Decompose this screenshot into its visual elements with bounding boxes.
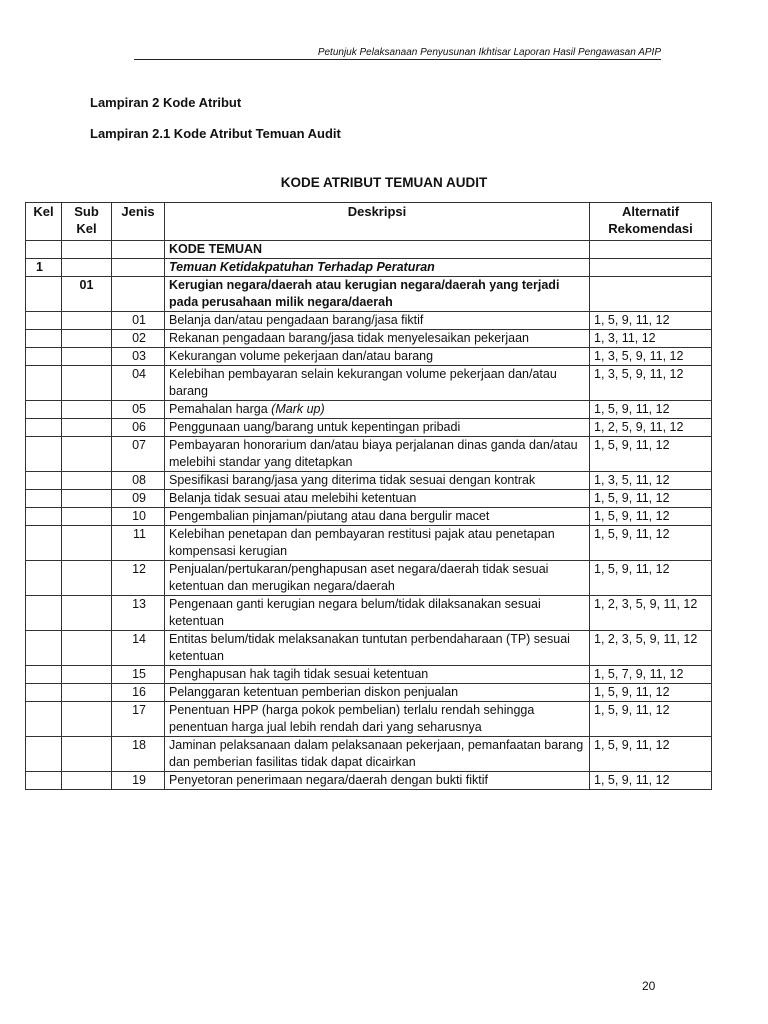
kel-cell — [26, 508, 62, 526]
lampiran-heading: Lampiran 2 Kode Atribut — [90, 95, 242, 110]
subkel-cell — [62, 666, 112, 684]
jenis-code: 11 — [112, 526, 165, 561]
row-description-text: Penggunaan uang/barang untuk kepentingan pribadi — [169, 420, 461, 434]
row-description — [165, 330, 590, 348]
row-description — [165, 772, 590, 790]
jenis-code: 16 — [112, 684, 165, 702]
rekomendasi-cell: 1, 3, 11, 12 — [590, 330, 712, 348]
subkel-cell — [62, 490, 112, 508]
row-description-text: Belanja tidak sesuai atau melebihi ketentuan — [169, 491, 417, 505]
jenis-code: 07 — [112, 437, 165, 472]
rekomendasi-cell: 1, 5, 9, 11, 12 — [590, 437, 712, 472]
table-row — [26, 312, 712, 330]
table-row — [26, 772, 712, 790]
jenis-code: 02 — [112, 330, 165, 348]
row-description — [165, 348, 590, 366]
row-description-text: Belanja dan/atau pengadaan barang/jasa fiktif — [169, 313, 424, 327]
jenis-code: 19 — [112, 772, 165, 790]
jenis-code: 04 — [112, 366, 165, 401]
row-description — [165, 702, 590, 737]
table-row — [26, 508, 712, 526]
kel-cell — [26, 526, 62, 561]
jenis-code: 09 — [112, 490, 165, 508]
kel-cell — [26, 684, 62, 702]
row-description-text: Pengembalian pinjaman/piutang atau dana bergulir macet — [169, 509, 490, 523]
table-row — [26, 366, 712, 401]
table-row — [26, 437, 712, 472]
row-description — [165, 631, 590, 666]
kel-code: 1 — [26, 259, 62, 277]
rekomendasi-cell: 1, 5, 9, 11, 12 — [590, 508, 712, 526]
row-description — [165, 437, 590, 472]
kode-atribut-table — [25, 202, 712, 790]
kel-cell — [26, 631, 62, 666]
row-description-text: Pengenaan ganti kerugian negara belum/tidak dilaksanakan sesuai ketentuan — [169, 597, 541, 628]
kel-cell — [26, 561, 62, 596]
table-row — [26, 737, 712, 772]
rekomendasi-cell: 1, 5, 9, 11, 12 — [590, 526, 712, 561]
rekomendasi-cell: 1, 3, 5, 9, 11, 12 — [590, 348, 712, 366]
rekomendasi-cell: 1, 2, 3, 5, 9, 11, 12 — [590, 596, 712, 631]
subkel-cell — [62, 702, 112, 737]
jenis-code: 06 — [112, 419, 165, 437]
subkel-cell — [62, 312, 112, 330]
subkel-row — [26, 277, 712, 312]
jenis-code: 12 — [112, 561, 165, 596]
table-row — [26, 401, 712, 419]
row-description — [165, 666, 590, 684]
jenis-code: 15 — [112, 666, 165, 684]
col-header-rekomendasi: Alternatif Rekomendasi — [590, 203, 712, 241]
row-description-text: Kelebihan penetapan dan pembayaran restitusi pajak atau penetapan kompensasi kerugian — [169, 527, 555, 558]
running-header: Petunjuk Pelaksanaan Penyusunan Ikhtisar Laporan Hasil Pengawasan APIP — [317, 47, 661, 58]
row-description — [165, 684, 590, 702]
row-description-text: Jaminan pelaksanaan dalam pelaksanaan pekerjaan, pemanfaatan barang dan pemberian fasilitas tidak dapat dicairkan — [169, 738, 584, 769]
section-label: KODE TEMUAN — [165, 241, 590, 259]
sublampiran-heading: Lampiran 2.1 Kode Atribut Temuan Audit — [90, 126, 341, 141]
rekomendasi-cell: 1, 5, 9, 11, 12 — [590, 684, 712, 702]
kel-cell — [26, 472, 62, 490]
jenis-code: 14 — [112, 631, 165, 666]
table-row — [26, 348, 712, 366]
kel-cell — [26, 419, 62, 437]
rekomendasi-cell: 1, 5, 9, 11, 12 — [590, 702, 712, 737]
subkel-code: 01 — [62, 277, 112, 312]
row-description-text: Pemahalan harga — [169, 402, 268, 416]
row-description-emphasis: (Mark up) — [271, 402, 325, 416]
table-row — [26, 631, 712, 666]
row-description — [165, 419, 590, 437]
subkel-cell — [62, 508, 112, 526]
kel-cell — [26, 772, 62, 790]
kel-cell — [26, 596, 62, 631]
subkel-cell — [62, 561, 112, 596]
row-description — [165, 366, 590, 401]
kel-row — [26, 259, 712, 277]
table-row — [26, 684, 712, 702]
rekomendasi-cell: 1, 5, 9, 11, 12 — [590, 401, 712, 419]
kel-cell — [26, 330, 62, 348]
subkel-cell — [62, 401, 112, 419]
rekomendasi-cell: 1, 5, 9, 11, 12 — [590, 312, 712, 330]
subkel-cell — [62, 737, 112, 772]
row-description — [165, 737, 590, 772]
table-row — [26, 596, 712, 631]
row-description-text: Pembayaran honorarium dan/atau biaya perjalanan dinas ganda dan/atau melebihi standar yang ditetapkan — [169, 438, 578, 469]
row-description-text: Entitas belum/tidak melaksanakan tuntutan perbendaharaan (TP) sesuai ketentuan — [169, 632, 570, 663]
row-description — [165, 596, 590, 631]
row-description-text: Spesifikasi barang/jasa yang diterima tidak sesuai dengan kontrak — [169, 473, 536, 487]
row-description-text: Penentuan HPP (harga pokok pembelian) terlalu rendah sehingga penentuan harga jual lebih rendah dari yang seharusnya — [169, 703, 535, 734]
jenis-code: 08 — [112, 472, 165, 490]
subkel-cell — [62, 526, 112, 561]
jenis-code: 03 — [112, 348, 165, 366]
col-header-jenis: Jenis — [112, 203, 165, 241]
table-row — [26, 490, 712, 508]
jenis-code: 18 — [112, 737, 165, 772]
page-number: 20 — [642, 979, 656, 993]
subkel-cell — [62, 437, 112, 472]
row-description-text: Kelebihan pembayaran selain kekurangan volume pekerjaan dan/atau barang — [169, 367, 557, 398]
kel-description: Temuan Ketidakpatuhan Terhadap Peraturan — [165, 259, 590, 277]
subkel-cell — [62, 631, 112, 666]
rekomendasi-cell: 1, 5, 7, 9, 11, 12 — [590, 666, 712, 684]
row-description — [165, 490, 590, 508]
kel-cell — [26, 348, 62, 366]
subkel-cell — [62, 366, 112, 401]
col-header-kel: Kel — [26, 203, 62, 241]
kel-cell — [26, 366, 62, 401]
row-description-text: Kekurangan volume pekerjaan dan/atau barang — [169, 349, 434, 363]
table-row — [26, 419, 712, 437]
rekomendasi-cell: 1, 3, 5, 11, 12 — [590, 472, 712, 490]
rekomendasi-cell: 1, 2, 3, 5, 9, 11, 12 — [590, 631, 712, 666]
table-header-row — [26, 203, 712, 241]
row-description — [165, 508, 590, 526]
kel-cell — [26, 312, 62, 330]
col-header-subkel: Sub Kel — [62, 203, 112, 241]
section-label-row — [26, 241, 712, 259]
kel-cell — [26, 737, 62, 772]
header-rule — [134, 59, 661, 60]
subkel-cell — [62, 419, 112, 437]
table-title: KODE ATRIBUT TEMUAN AUDIT — [280, 175, 488, 190]
subkel-cell — [62, 330, 112, 348]
kel-cell — [26, 490, 62, 508]
kel-cell — [26, 401, 62, 419]
subkel-cell — [62, 684, 112, 702]
rekomendasi-cell: 1, 3, 5, 9, 11, 12 — [590, 366, 712, 401]
table-row — [26, 561, 712, 596]
table-row — [26, 666, 712, 684]
row-description-text: Penjualan/pertukaran/penghapusan aset negara/daerah tidak sesuai ketentuan dan merugikan negara/daerah — [169, 562, 549, 593]
jenis-code: 13 — [112, 596, 165, 631]
table-row — [26, 526, 712, 561]
kel-cell — [26, 702, 62, 737]
rekomendasi-cell: 1, 5, 9, 11, 12 — [590, 561, 712, 596]
rekomendasi-cell: 1, 5, 9, 11, 12 — [590, 490, 712, 508]
jenis-code: 10 — [112, 508, 165, 526]
row-description — [165, 312, 590, 330]
col-header-deskripsi: Deskripsi — [165, 203, 590, 241]
row-description-text: Penyetoran penerimaan negara/daerah dengan bukti fiktif — [169, 773, 488, 787]
jenis-code: 05 — [112, 401, 165, 419]
subkel-cell — [62, 772, 112, 790]
row-description — [165, 472, 590, 490]
subkel-cell — [62, 596, 112, 631]
table-row — [26, 472, 712, 490]
rekomendasi-cell: 1, 2, 5, 9, 11, 12 — [590, 419, 712, 437]
row-description — [165, 561, 590, 596]
kel-cell — [26, 437, 62, 472]
kel-cell — [26, 666, 62, 684]
subkel-cell — [62, 472, 112, 490]
row-description-text: Penghapusan hak tagih tidak sesuai ketentuan — [169, 667, 429, 681]
table-row — [26, 330, 712, 348]
row-description-text: Rekanan pengadaan barang/jasa tidak menyelesaikan pekerjaan — [169, 331, 529, 345]
rekomendasi-cell: 1, 5, 9, 11, 12 — [590, 737, 712, 772]
jenis-code: 17 — [112, 702, 165, 737]
jenis-code: 01 — [112, 312, 165, 330]
subkel-cell — [62, 348, 112, 366]
subkel-description: Kerugian negara/daerah atau kerugian negara/daerah yang terjadi pada perusahaan milik negara/daerah — [165, 277, 590, 312]
table-row — [26, 702, 712, 737]
rekomendasi-cell: 1, 5, 9, 11, 12 — [590, 772, 712, 790]
row-description-text: Pelanggaran ketentuan pemberian diskon penjualan — [169, 685, 459, 699]
row-description — [165, 526, 590, 561]
row-description — [165, 401, 590, 419]
